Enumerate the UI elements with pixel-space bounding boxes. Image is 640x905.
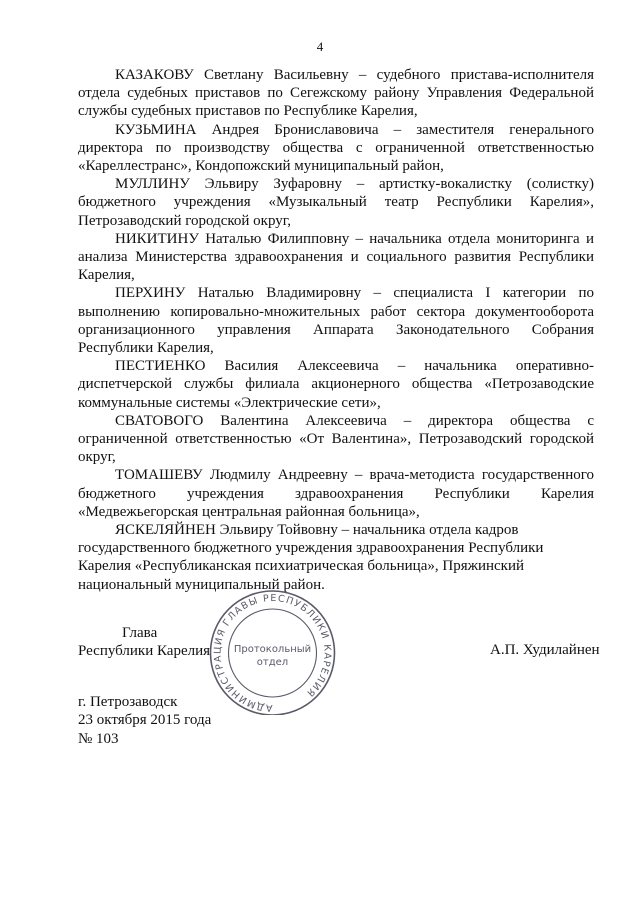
stamp-seal-icon — [200, 585, 345, 715]
signature-title — [78, 624, 210, 660]
paragraph-yaskelyainen: ЯСКЕЛЯЙНЕН Эльвиру Тойвовну – начальника отдела кадров государственного бюджетного учреждения здравоохранения Республики Карелия «Республиканская психиатрическая больница», Пряжинский национальный муниципальный район. — [78, 522, 544, 593]
stamp-inner-line2: отдел — [256, 657, 289, 668]
paragraph-kazakova: КАЗАКОВУ Светлану Васильевну – судебного пристава-исполнителя отдела судебных приставов по Сегежскому району Управления Федеральной службы судебных приставов по Республике Карелия, — [78, 67, 594, 120]
paragraph-svatovoy: СВАТОВОГО Валентина Алексеевича – директора общества с ограниченной ответственностью «От Валентина», Петрозаводский городской округ, — [78, 412, 594, 466]
stamp-inner-line1: Протокольный — [233, 644, 312, 655]
paragraph-pestienko: ПЕСТИЕНКО Василия Алексеевича – начальника оперативно-диспетчерской службы филиала акционерного общества «Петрозаводские коммунальные системы «Электрические сети», — [78, 358, 594, 411]
document-place-date — [78, 693, 211, 748]
page-number: 4 — [316, 39, 324, 54]
signer-name: А.П. Худилайнен — [490, 642, 600, 658]
paragraph-kuzmin: КУЗЬМИНА Андрея Брониславовича – заместителя генерального директора по производству общества с ограниченной ответственностью «Кареллестранс», Кондопожский муниципальный район, — [78, 121, 594, 175]
paragraph-tomasheva: ТОМАШЕВУ Людмилу Андреевну – врача-методиста государственного бюджетного учреждения здравоохранения Республики Карелия «Медвежьегорская центральная районная больница», — [78, 467, 594, 520]
paragraph-nikitina: НИКИТИНУ Наталью Филипповну – начальника отдела мониторинга и анализа Министерства здравоохранения и социального развития Республики Карелия, — [78, 230, 594, 284]
paragraph-perkhina: ПЕРХИНУ Наталью Владимировну – специалиста I категории по выполнению копировально-множительных работ сектора документооборота организационного управления Аппарата Законодательного Собрания Республики Карелия, — [78, 285, 594, 357]
document-date: 23 октября 2015 года — [78, 712, 212, 729]
signature-title-line2: Республики Карелия — [78, 643, 211, 659]
signature-title-line1: Глава — [122, 625, 158, 641]
document-number: № 103 — [78, 730, 119, 747]
official-stamp — [200, 585, 345, 715]
document-body — [78, 66, 594, 594]
document-city: г. Петрозаводск — [78, 694, 178, 710]
paragraph-mullina: МУЛЛИНУ Эльвиру Зуфаровну – артистку-вокалистку (солистку) бюджетного учреждения «Музыкальный театр Республики Карелия», Петрозаводский городской округ, — [78, 176, 594, 229]
stamp-ring-text: АДМИНИСТРАЦИЯ ГЛАВЫ РЕСПУБЛИКИ КАРЕЛИЯ — [212, 592, 333, 714]
